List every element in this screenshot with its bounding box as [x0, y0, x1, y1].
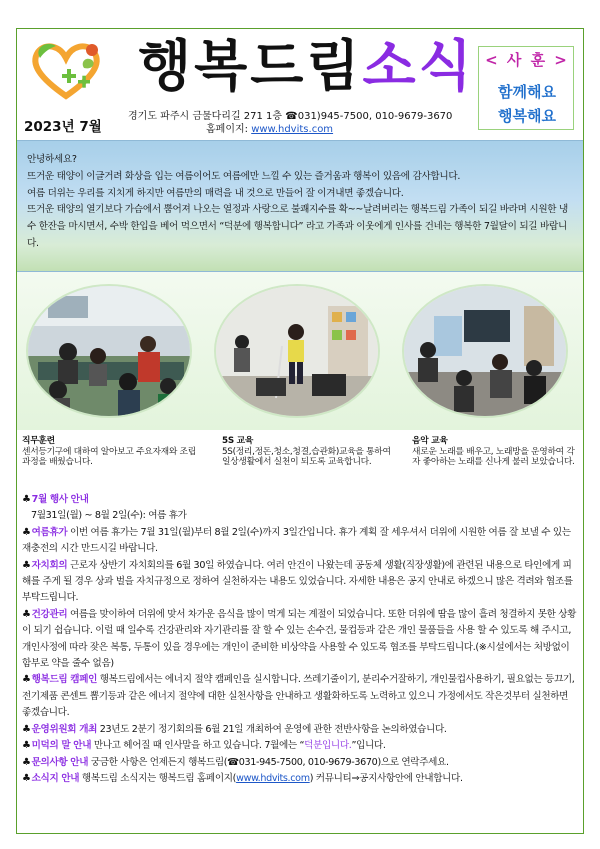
greeting-section: [17, 140, 583, 272]
notice-keyword: 여름휴가: [31, 526, 68, 538]
motto-line-1: 함께해요: [498, 83, 556, 101]
greeting-line: 여름 더위는 우리를 지치게 하지만 여름만의 매력을 내 것으로 만들어 잘 이겨내면 좋겠습니다.: [27, 187, 404, 199]
greeting-line: 뜨거운 태양이 이글거려 화상을 입는 여름이어도 여름에만 느낄 수 있는 즐거움과 행복이 있음에 감사합니다.: [27, 170, 461, 182]
notices-section: [22, 492, 578, 787]
clover-icon: ♣: [22, 674, 31, 686]
clover-icon: ♣: [22, 494, 31, 505]
clover-icon: ♣: [22, 756, 31, 768]
caption-job-training: [22, 436, 200, 468]
notice-item: [22, 755, 578, 771]
photo-job-training: [26, 284, 192, 418]
notice-item: [22, 525, 578, 558]
caption-title: 5S 교육: [222, 436, 254, 446]
address-line: 경기도 파주시 금물다리길 271 1층 ☎031)945-7500, 010-9679-3670: [128, 111, 453, 122]
clover-icon: ♣: [22, 740, 31, 752]
notice-keyword: 건강관리: [31, 608, 68, 620]
greeting-line: 안녕하세요?: [27, 154, 77, 165]
homepage-label: 홈페이지:: [206, 124, 252, 135]
photo-band: [17, 272, 583, 430]
notice-keyword: 미덕의 말 안내: [31, 740, 92, 752]
clover-icon: ♣: [22, 526, 31, 538]
notice-text: 이번 여름 휴가는 7월 31일(월)부터 8월 2일(수)까지 3일간입니다. 휴가 계획 잘 세우셔서 더위에 시원한 여름 잘 보낼 수 있는 재충전의 시간 만드시길 바랍니다.: [22, 526, 571, 555]
caption-body: 센서등기구에 대하여 알아보고 주요자재와 조립과정을 배웠습니다.: [22, 446, 196, 467]
motto-heading: < 사 훈 >: [485, 51, 569, 69]
notice-item: [22, 558, 578, 607]
notice-keyword: 행복드림 캠페인: [31, 674, 98, 686]
caption-title: 음악 교육: [412, 436, 448, 446]
notice-text: ) 커뮤니티⇒공지사항안에 안내합니다.: [309, 772, 463, 784]
motto-line-2: 행복해요: [498, 107, 556, 125]
caption-title: 직무훈련: [22, 436, 55, 446]
photo-5s-education: [214, 284, 380, 418]
notice-item: [22, 722, 578, 738]
notice-text: 행복드림 소식지는 행복드림 홈페이지(: [79, 772, 237, 784]
title-main: 행복드림: [138, 34, 363, 98]
notice-text: 23년도 2분기 정기회의를 6월 21일 개최하여 운영에 관한 전반사항을 논의하였습니다.: [97, 723, 447, 735]
caption-body: 새로운 노래를 배우고, 노래방을 운영하여 각자 좋아하는 노래를 신나게 불러 보았습니다.: [412, 446, 575, 467]
notice-keyword: 자치회의: [31, 559, 68, 571]
address-block: [128, 110, 452, 136]
notice-text: 궁금한 사항은 언제든지 행복드림(☎031-945-7500, 010-9679-3670)으로 연락주세요.: [88, 756, 449, 768]
notice-keyword: 운영위원회 개최: [31, 723, 98, 735]
notice-item: [22, 607, 578, 673]
notice-keyword: 문의사항 안내: [31, 756, 89, 768]
page-title: [138, 34, 475, 98]
greeting-phrase: 덕분입니다.: [304, 740, 352, 752]
notice-item: [22, 771, 578, 787]
notice-text: ”입니다.: [351, 740, 386, 752]
caption-5s-education: [222, 436, 392, 468]
event-line: 7월31일(월) ~ 8월 2일(수): 여름 휴가: [31, 510, 187, 522]
notice-text: 행복드림에서는 에너지 절약 캠페인을 실시합니다. 쓰레기줄이기, 분리수거잘하기, 개인물컵사용하기, 필요없는 등끄기, 전기제품 콘센트 뽑기등과 같은 에너지 절약에 대한 실천사항을 안내하고 생활화하도록 노력하고 있으니 가정에서도 작은것부터 실천하면 좋겠습니다.: [22, 674, 575, 719]
notice-text: 만나고 헤어질 때 인사말을 하고 있습니다. 7월에는 “: [91, 740, 305, 752]
photo-music-class: [402, 284, 568, 418]
clover-icon: ♣: [22, 772, 31, 784]
homepage-link-inline[interactable]: www.hdvits.com: [236, 772, 310, 784]
notice-text: 여름을 맞이하여 더위에 맞서 차가운 음식을 많이 먹게 되는 계절이 되었습니다. 또한 더위에 땀을 많이 흘려 청결하지 못한 상황이 되기 쉽습니다. 이럴 때 일수록 건강관리와 자기관리를 잘 할 수 있는 손수건, 물컵등과 같은 개인 물품들을 사용 할 수 있도록 해 주시고, 개인사정에 따라 잦은 복통, 두통이 있을 경우에는 개인이 준비한 비상약을 사용할 수 있도록 협조를 부탁드립니다.(※시설에서는 처방없이 함부로 약을 줄수 없음): [22, 608, 577, 670]
notice-text: 근로자 상반기 자치회의를 6월 30일 하였습니다. 여러 안건이 나왔는데 공동체 생활(직장생활)에 관련된 내용으로 타인에게 피해를 주게 될 경우 상과 벌을 자치규정으로 정하여 실천하자는 내용도 있었습니다. 자세한 내용은 공지 안내로 하겠으니 많은 격려와 협조를 부탁드립니다.: [22, 559, 573, 604]
clover-icon: ♣: [22, 723, 31, 735]
notice-item: [22, 738, 578, 754]
caption-music-class: [412, 436, 578, 468]
caption-body: 5S(정리,정돈,청소,청결,습관화)교육을 통하여 일상생활에서 실천이 되도록 교육합니다.: [222, 446, 391, 467]
notice-item: [22, 672, 578, 721]
issue-date: 2023년 7월: [24, 119, 102, 135]
motto-box: [478, 46, 574, 130]
section-title: 7월 행사 안내: [31, 494, 89, 505]
title-accent: 소식: [362, 34, 475, 98]
notice-keyword: 소식지 안내: [31, 772, 80, 784]
homepage-link[interactable]: www.hdvits.com: [251, 124, 334, 135]
greeting-line: 뜨거운 태양의 열기보다 가슴에서 뿜어져 나오는 열정과 사랑으로 불쾌지수를 확~~날려버리는 행복드림 가족이 되길 바라며 시원한 냉수 한잔을 마시면서, 수박 한입을 베어 먹으면서 “덕분에 행복합니다” 라고 가족과 이웃에게 인사를 건네는 행복한 7월달이 되길 바랍니다.: [27, 204, 568, 249]
logo: [26, 38, 106, 102]
clover-icon: ♣: [22, 608, 31, 620]
clover-icon: ♣: [22, 559, 31, 571]
